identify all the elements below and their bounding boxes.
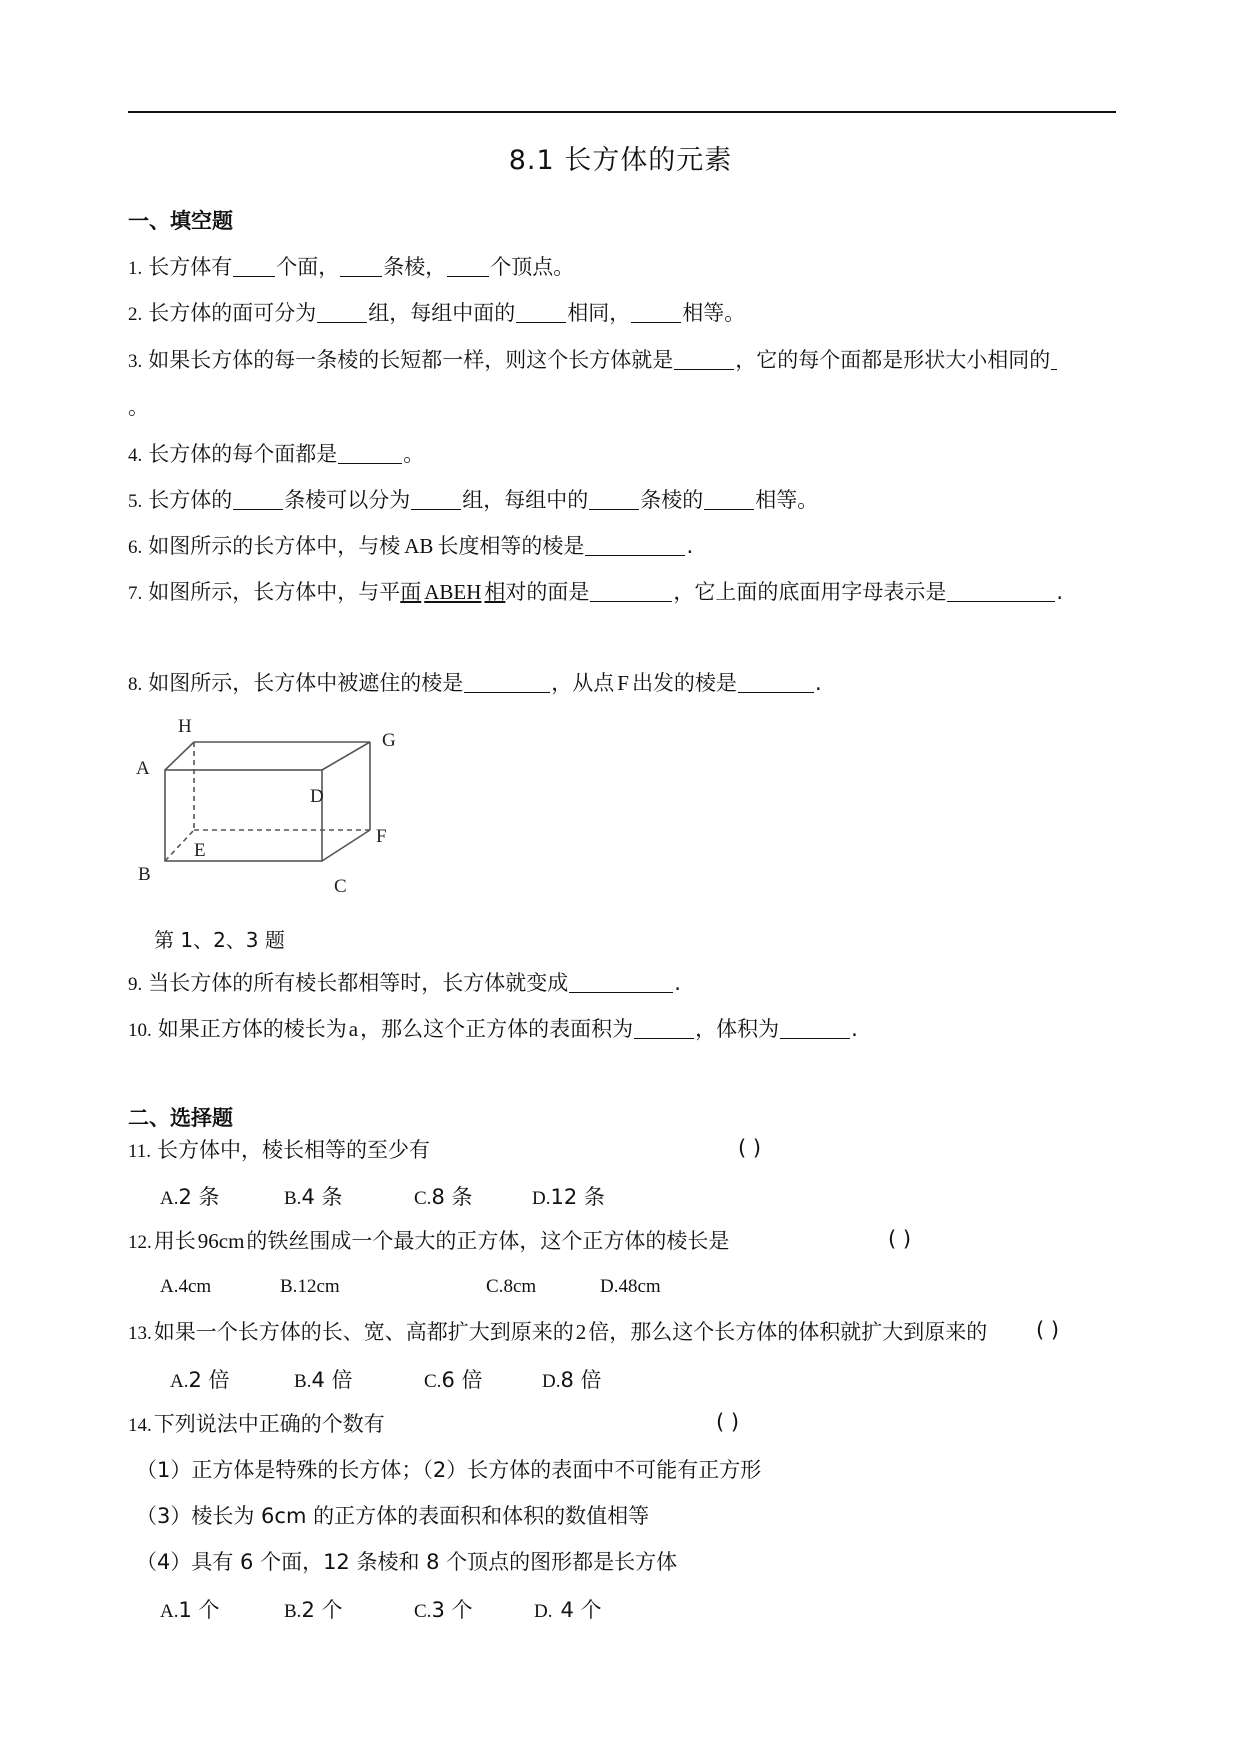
option-a[interactable]: A.2 倍 (170, 1368, 230, 1392)
option-b[interactable]: B.4 倍 (294, 1368, 353, 1392)
question-13: 13.如果一个长方体的长、宽、高都扩大到原来的2倍，那么这个长方体的体积就扩大到原来的 (128, 1320, 988, 1344)
answer-blank[interactable] (516, 300, 566, 323)
question-3-end: 。 (128, 395, 149, 419)
label-B: B (138, 864, 151, 885)
option-b[interactable]: B.2 个 (284, 1598, 343, 1622)
answer-blank[interactable] (589, 487, 639, 510)
edge-AH (165, 742, 194, 770)
option-d[interactable]: D.8 倍 (542, 1368, 602, 1392)
answer-blank[interactable] (590, 579, 672, 602)
answer-blank[interactable] (569, 970, 673, 993)
option-c[interactable]: C.6 倍 (424, 1368, 483, 1392)
answer-paren[interactable]: ( ) (1036, 1318, 1060, 1342)
option-d[interactable]: D.12 条 (532, 1185, 605, 1209)
answer-blank[interactable] (704, 487, 754, 510)
answer-blank[interactable] (634, 1016, 694, 1039)
question-2: 2. 长方体的面可分为 组，每组中面的 相同， 相等。 (128, 301, 746, 325)
option-c[interactable]: C.3 个 (414, 1598, 473, 1622)
question-3: 3. 如果长方体的每一条棱的长短都一样，则这个长方体就是 ，它的每个面都是形状大小相同的 (128, 346, 1058, 376)
page-title: 8.1 长方体的元素 (508, 145, 733, 176)
answer-paren[interactable]: ( ) (716, 1410, 740, 1434)
option-a[interactable]: A.1 个 (160, 1598, 220, 1622)
answer-blank[interactable] (738, 670, 814, 693)
question-1: 1. 长方体有 个面， 条棱， 个顶点。 (128, 255, 575, 279)
label-F: F (376, 826, 387, 847)
question-10: 10. 如果正方体的棱长为a，那么这个正方体的表面积为 ，体积为 . (128, 1017, 858, 1041)
answer-blank[interactable] (780, 1016, 850, 1039)
label-E: E (194, 840, 206, 861)
option-c[interactable]: C.8cm (486, 1276, 537, 1297)
figure-caption: 第 1、2、3 题 (154, 928, 285, 952)
option-d[interactable]: D.48cm (600, 1276, 661, 1297)
option-d[interactable]: D. 4 个 (534, 1598, 602, 1622)
answer-blank[interactable] (447, 254, 489, 277)
section-fill-in: 一、填空题 (128, 209, 233, 233)
question-14: 14.下列说法中正确的个数有 (128, 1412, 385, 1436)
question-7: 7. 如图所示，长方体中，与平面 ABEH 相对的面是 ，它上面的底面用字母表示是 . (128, 580, 1064, 604)
question-8: 8. 如图所示，长方体中被遮住的棱是 ，从点 F 出发的棱是 . (128, 671, 822, 695)
answer-blank[interactable] (233, 254, 275, 277)
question-11: 11. 长方体中，棱长相等的至少有 (128, 1138, 431, 1162)
answer-blank[interactable] (464, 670, 550, 693)
answer-blank[interactable] (340, 254, 382, 277)
question-6: 6. 如图所示的长方体中，与棱 AB 长度相等的棱是 . (128, 534, 694, 558)
answer-blank[interactable] (233, 487, 283, 510)
option-a[interactable]: A.4cm (160, 1276, 212, 1297)
option-b[interactable]: B.12cm (280, 1276, 340, 1297)
label-C: C (334, 876, 347, 897)
option-c[interactable]: C.8 条 (414, 1185, 473, 1209)
label-H: H (178, 716, 192, 737)
answer-blank[interactable] (317, 300, 367, 323)
edge-CF (322, 830, 370, 861)
front-face (165, 770, 322, 861)
label-D: D (310, 786, 324, 807)
question-5: 5. 长方体的 条棱可以分为 组，每组中的 条棱的 相等。 (128, 488, 819, 512)
section-multiple-choice: 二、选择题 (128, 1106, 233, 1130)
answer-blank[interactable] (1051, 347, 1057, 370)
label-G: G (382, 730, 396, 751)
answer-blank[interactable] (631, 300, 681, 323)
edge-DG (322, 742, 370, 770)
answer-blank[interactable] (674, 347, 734, 370)
answer-blank[interactable] (585, 533, 685, 556)
option-b[interactable]: B.4 条 (284, 1185, 343, 1209)
answer-blank[interactable] (411, 487, 461, 510)
answer-paren[interactable]: ( ) (888, 1227, 912, 1251)
answer-blank[interactable] (947, 579, 1055, 602)
option-a[interactable]: A.2 条 (160, 1185, 220, 1209)
statement-4: （4）具有 6 个面，12 条棱和 8 个顶点的图形都是长方体 (136, 1550, 678, 1574)
question-12: 12.用长96cm的铁丝围成一个最大的正方体，这个正方体的棱长是 (128, 1229, 730, 1253)
cuboid-figure (130, 710, 410, 900)
answer-blank[interactable] (338, 441, 402, 464)
hidden-edge-BE (165, 830, 194, 861)
label-A: A (136, 758, 150, 779)
question-4: 4. 长方体的每个面都是 。 (128, 442, 425, 466)
statement-3: （3）棱长为 6cm 的正方体的表面积和体积的数值相等 (136, 1504, 650, 1528)
header-rule (128, 111, 1116, 113)
statement-1-2: （1）正方体是特殊的长方体；（2）长方体的表面中不可能有正方形 (136, 1458, 762, 1482)
answer-paren[interactable]: ( ) (738, 1136, 762, 1160)
question-9: 9. 当长方体的所有棱长都相等时，长方体就变成 . (128, 971, 681, 995)
